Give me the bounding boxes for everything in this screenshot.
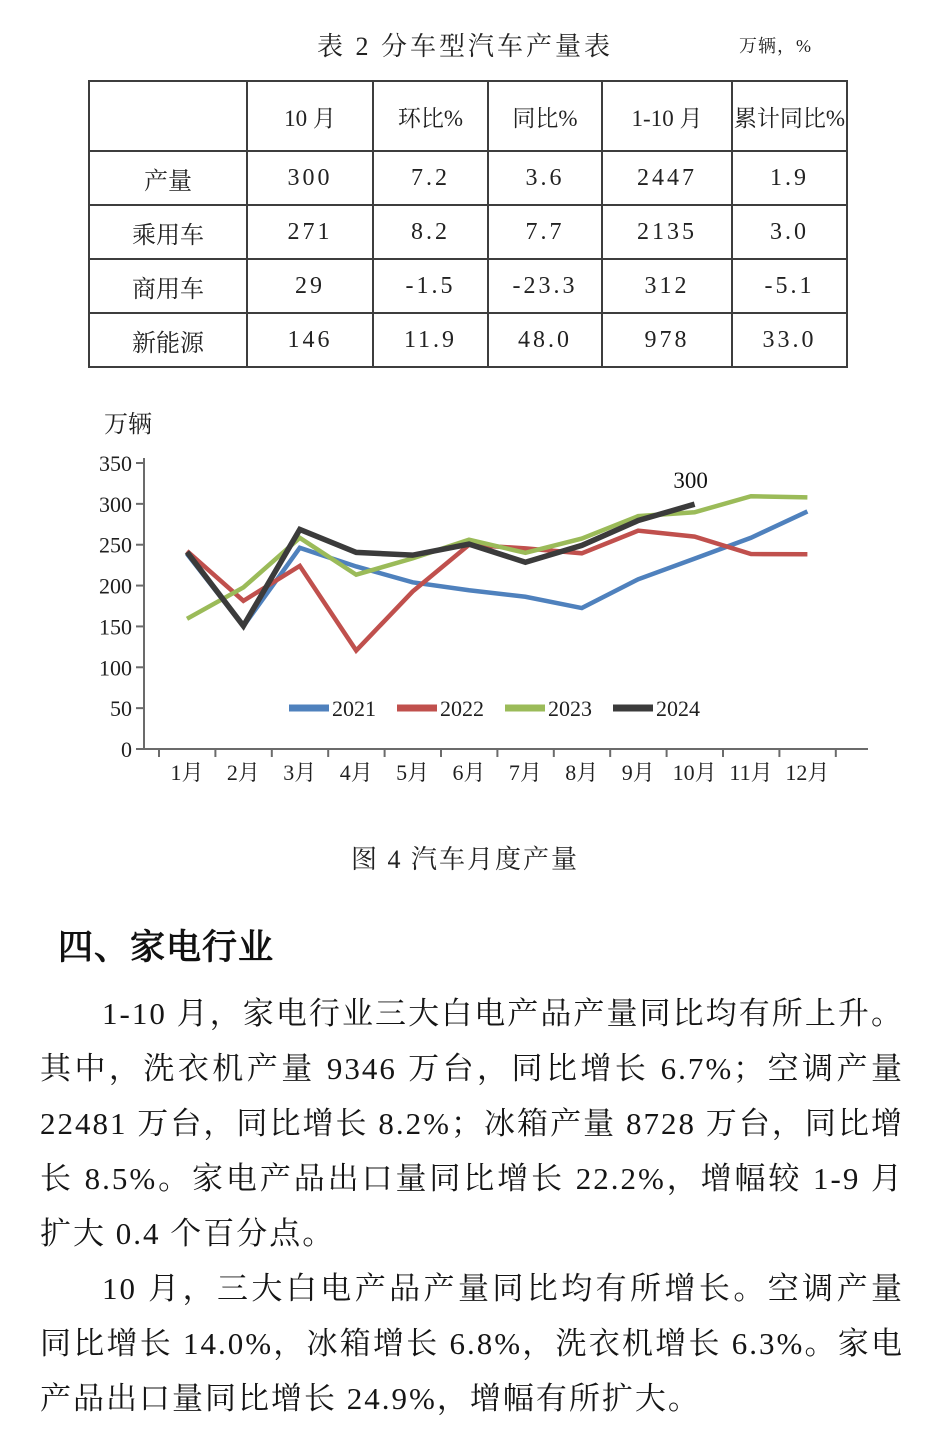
data-label-300: 300 (673, 468, 708, 494)
x-tick-label: 7月 (508, 760, 542, 785)
table-row (89, 151, 847, 205)
table-header-row (89, 81, 847, 151)
table-unit-note: 万辆，% (739, 36, 812, 56)
x-tick-label: 9月 (621, 760, 655, 785)
table-row (89, 259, 847, 313)
body-text (0, 986, 930, 1456)
y-axis-unit-label: 万辆 (104, 412, 152, 438)
x-tick-label: 12月 (785, 760, 830, 785)
x-tick-label: 4月 (339, 760, 373, 785)
x-tick-label: 1月 (170, 760, 204, 785)
x-tick-label: 3月 (283, 760, 317, 785)
y-tick-label: 200 (99, 573, 132, 599)
y-tick-label: 250 (99, 532, 132, 558)
vehicle-production-table (88, 80, 848, 368)
table-cell: 2447 (602, 151, 732, 205)
table-cell: 978 (602, 313, 732, 367)
y-tick-label: 300 (99, 491, 132, 517)
legend-label-2024: 2024 (656, 696, 700, 721)
table-cell: 33.0 (732, 313, 847, 367)
series-line-2022 (187, 531, 807, 651)
series-line-2023 (187, 496, 807, 619)
col-header-ytd: 1-10 月 (602, 81, 732, 151)
row-label: 乘用车 (89, 205, 247, 259)
monthly-production-chart (92, 402, 930, 797)
row-label: 商用车 (89, 259, 247, 313)
table-row (89, 313, 847, 367)
table-cell: 2135 (602, 205, 732, 259)
x-tick-label: 8月 (565, 760, 599, 785)
series-line-2021 (187, 511, 807, 626)
table-cell: -23.3 (488, 259, 602, 313)
x-tick-label: 2月 (226, 760, 260, 785)
paragraph: 10 月，三大白电产品产量同比均有所增长。空调产量同比增长 14.0%，冰箱增长 6.8%，洗衣机增长 6.3%。家电产品出口量同比增长 24.9%，增幅有所扩大。 (40, 1271, 904, 1416)
paragraph: 1-10 月，家电行业三大白电产品产量同比均有所上升。其中，洗衣机产量 9346 万台，同比增长 6.7%；空调产量 22481 万台，同比增长 8.2%；冰箱产量 8728 万台，同比增长 8.5%。家电产品出口量同比增长 22.2%，增幅较 1-9 月扩大 0.4 个百分点。 (40, 996, 904, 1251)
table-cell: 300 (247, 151, 373, 205)
legend-label-2021: 2021 (332, 696, 376, 721)
table-cell: 146 (247, 313, 373, 367)
table-title: 表 2 分车型汽车产量表 (316, 32, 613, 61)
table-cell: 29 (247, 259, 373, 313)
table-cell: 7.7 (488, 205, 602, 259)
y-tick-label: 100 (99, 655, 132, 681)
table-cell: 8.2 (373, 205, 488, 259)
x-tick-label: 6月 (452, 760, 486, 785)
y-tick-label: 50 (110, 696, 132, 722)
table-cell: 312 (602, 259, 732, 313)
table-cell: 271 (247, 205, 373, 259)
x-tick-label: 10月 (672, 760, 717, 785)
section-heading: 四、家电行业 (58, 928, 275, 967)
legend-label-2023: 2023 (548, 696, 592, 721)
col-header-cum-yoy: 累计同比% (732, 81, 847, 151)
table-cell: 11.9 (373, 313, 488, 367)
y-tick-label: 350 (99, 451, 132, 476)
legend-label-2022: 2022 (440, 696, 484, 721)
row-label: 新能源 (89, 313, 247, 367)
table-cell: 48.0 (488, 313, 602, 367)
line-chart-canvas (92, 402, 872, 792)
table-cell: 7.2 (373, 151, 488, 205)
table-title-row (0, 26, 930, 60)
row-label: 产量 (89, 151, 247, 205)
table-cell: 3.0 (732, 205, 847, 259)
y-tick-label: 0 (121, 737, 132, 762)
figure-caption: 图 4 汽车月度产量 (350, 845, 579, 874)
table-cell: -5.1 (732, 259, 847, 313)
y-tick-label: 150 (99, 614, 132, 640)
x-tick-label: 5月 (396, 760, 430, 785)
table-cell: 1.9 (732, 151, 847, 205)
col-header-month: 10 月 (247, 81, 373, 151)
table-cell: 3.6 (488, 151, 602, 205)
col-header-mom: 环比% (373, 81, 488, 151)
x-tick-label: 11月 (729, 760, 773, 785)
table-cell: -1.5 (373, 259, 488, 313)
col-header-yoy: 同比% (488, 81, 602, 151)
table-row (89, 205, 847, 259)
col-header-blank (89, 81, 247, 151)
